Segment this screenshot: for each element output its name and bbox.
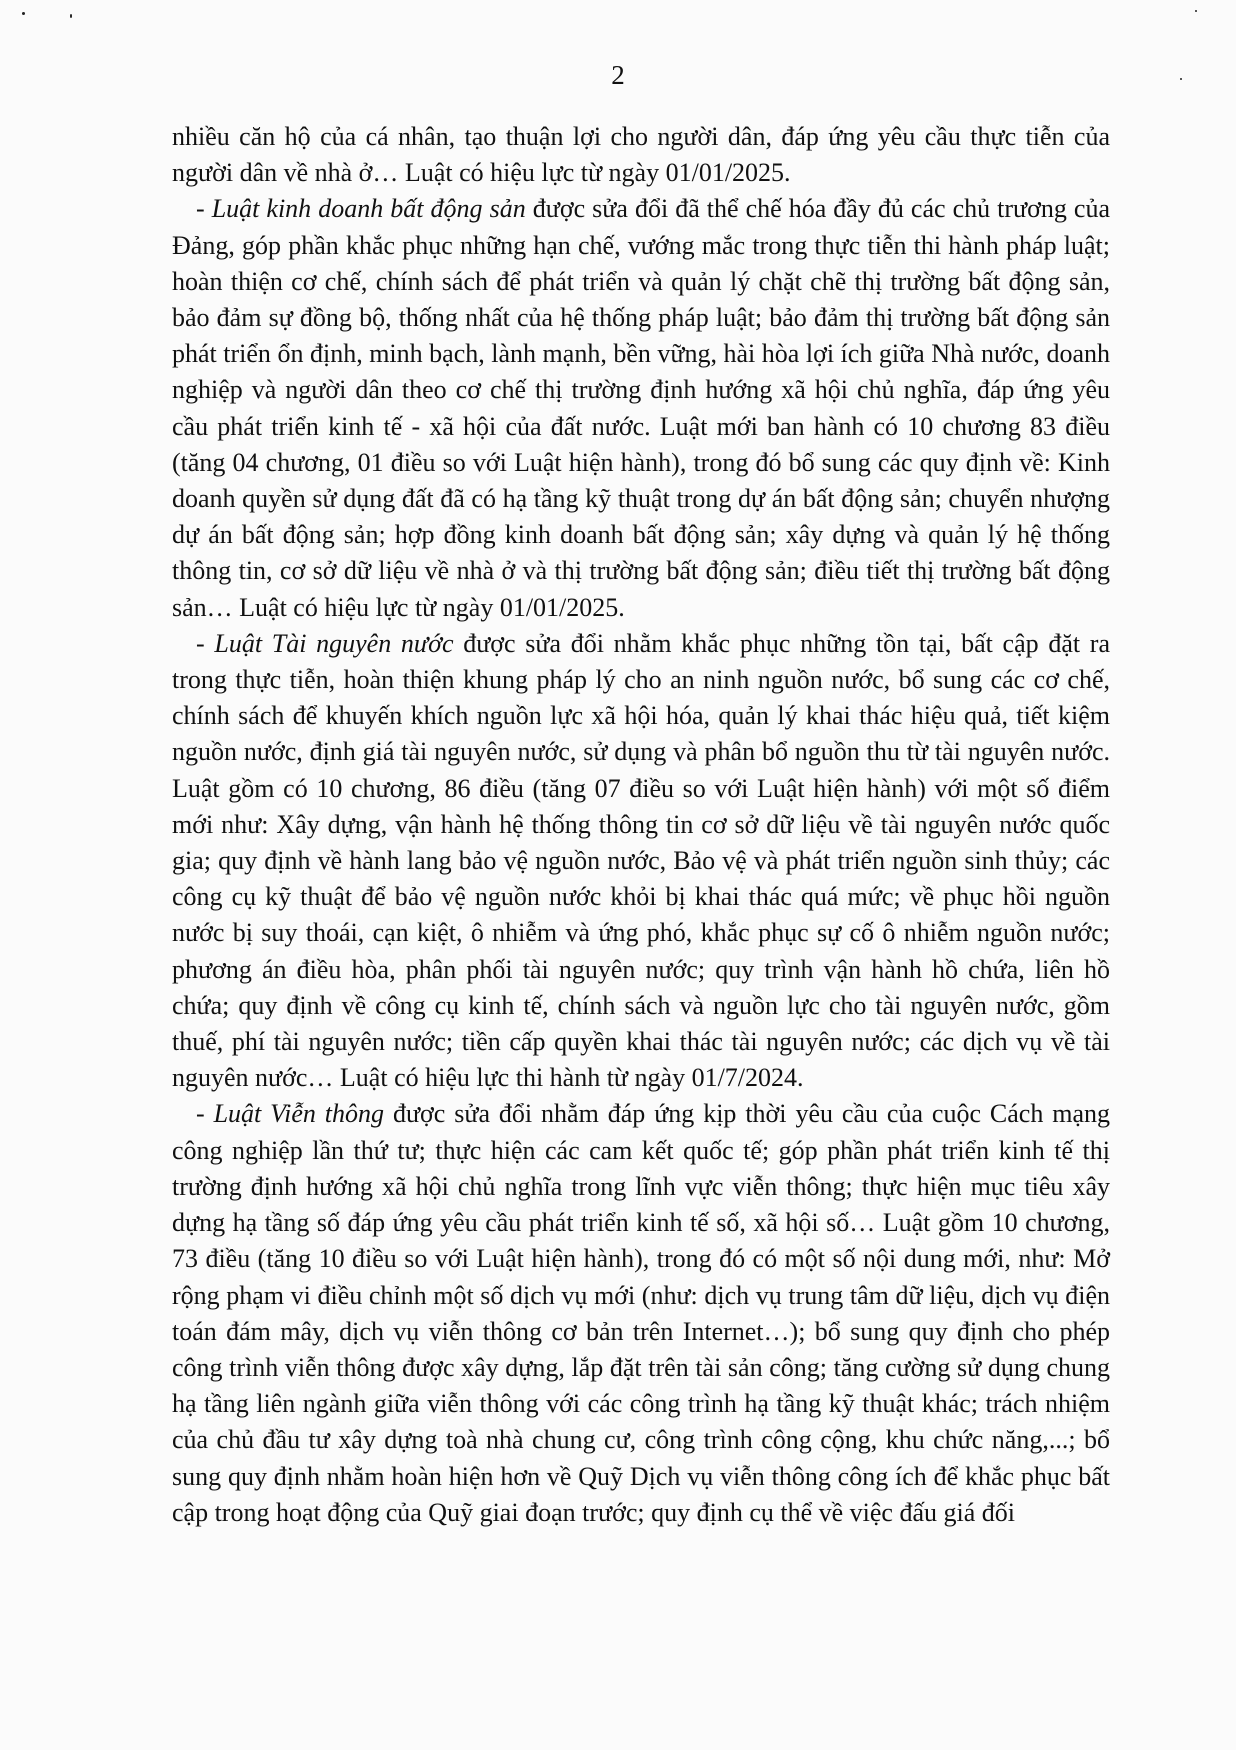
paragraph-text: được sửa đổi nhằm đáp ứng kịp thời yêu cầu của cuộc Cách mạng công nghiệp lần thứ tư; thực hiện các cam kết quốc tế; góp phần phát triển kinh tế thị trường định hướng xã hội chủ nghĩa trong lĩnh vực viễn thông; thực hiện mục tiêu xây dựng hạ tầng số đáp ứng yêu cầu phát triển kinh tế số, xã hội số… Luật gồm 10 chương, 73 điều (tăng 10 điều so với Luật hiện hành), trong đó có một số nội dung mới, như: Mở rộng phạm vi điều chỉnh một số dịch vụ mới (như: dịch vụ trung tâm dữ liệu, dịch vụ điện toán đám mây, dịch vụ viễn thông cơ bản trên Internet…); bổ sung quy định cho phép công trình viễn thông được xây dựng, lắp đặt trên tài sản công; tăng cường sử dụng chung hạ tầng liên ngành giữa viễn thông với các công trình hạ tầng kỹ thuật khác; trách nhiệm của chủ đầu tư xây dựng toà nhà chung cư, công trình công cộng, khu chức năng,...; bổ sung quy định nhằm hoàn hiện hơn về Quỹ Dịch vụ viễn thông công ích để khắc phục bất cập trong hoạt động của Quỹ giai đoạn trước; quy định cụ thể về việc đấu giá đối bbox=[172, 1099, 1110, 1527]
paragraph-telecom-law bbox=[172, 1096, 1110, 1530]
scan-speck bbox=[22, 12, 25, 15]
scan-speck bbox=[1195, 10, 1197, 12]
law-title: - Luật Viễn thông bbox=[196, 1099, 385, 1129]
document-body bbox=[172, 119, 1110, 1531]
paragraph-continuation bbox=[172, 119, 1110, 191]
scan-speck bbox=[70, 14, 72, 18]
paragraph-water-resources-law bbox=[172, 626, 1110, 1097]
paragraph-text: được sửa đổi đã thể chế hóa đầy đủ các chủ trương của Đảng, góp phần khắc phục những hạn chế, vướng mắc trong thực tiễn thi hành pháp luật; hoàn thiện cơ chế, chính sách để phát triển và quản lý chặt chẽ thị trường bất động sản, bảo đảm sự đồng bộ, thống nhất của hệ thống pháp luật; bảo đảm thị trường bất động sản phát triển ổn định, minh bạch, lành mạnh, bền vững, hài hòa lợi ích giữa Nhà nước, doanh nghiệp và người dân theo cơ chế thị trường định hướng xã hội chủ nghĩa, đáp ứng yêu cầu phát triển kinh tế - xã hội của đất nước. Luật mới ban hành có 10 chương 83 điều (tăng 04 chương, 01 điều so với Luật hiện hành), trong đó bổ sung các quy định về: Kinh doanh quyền sử dụng đất đã có hạ tầng kỹ thuật trong dự án bất động sản; chuyển nhượng dự án bất động sản; hợp đồng kinh doanh bất động sản; xây dựng và quản lý hệ thống thông tin, cơ sở dữ liệu về nhà ở và thị trường bất động sản; điều tiết thị trường bất động sản… Luật có hiệu lực từ ngày 01/01/2025. bbox=[172, 194, 1111, 622]
law-title: - Luật Tài nguyên nước bbox=[196, 628, 454, 658]
paragraph-text: được sửa đổi nhằm khắc phục những tồn tại, bất cập đặt ra trong thực tiễn, hoàn thiện khung pháp lý cho an ninh nguồn nước, bổ sung các cơ chế, chính sách để khuyến khích nguồn lực xã hội hóa, quản lý khai thác hiệu quả, tiết kiệm nguồn nước, định giá tài nguyên nước, sử dụng và phân bổ nguồn thu từ tài nguyên nước. Luật gồm có 10 chương, 86 điều (tăng 07 điều so với Luật hiện hành) với một số điểm mới như: Xây dựng, vận hành hệ thống thông tin cơ sở dữ liệu về tài nguyên nước quốc gia; quy định về hành lang bảo vệ nguồn nước, Bảo vệ và phát triển nguồn sinh thủy; các công cụ kỹ thuật để bảo vệ nguồn nước khỏi bị khai thác quá mức; về phục hồi nguồn nước bị suy thoái, cạn kiệt, ô nhiễm và ứng phó, khắc phục sự cố ô nhiễm nguồn nước; phương án điều hòa, phân phối tài nguyên nước; quy trình vận hành hồ chứa, liên hồ chứa; quy định về công cụ kinh tế, chính sách và nguồn lực cho tài nguyên nước, gồm thuế, phí tài nguyên nước; tiền cấp quyền khai thác tài nguyên nước; các dịch vụ về tài nguyên nước… Luật có hiệu lực thi hành từ ngày 01/7/2024. bbox=[172, 628, 1110, 1093]
page-number: 2 bbox=[611, 60, 625, 90]
law-title: - Luật kinh doanh bất động sản bbox=[196, 194, 526, 224]
paragraph-text: nhiều căn hộ của cá nhân, tạo thuận lợi cho người dân, đáp ứng yêu cầu thực tiễn của người dân về nhà ở… Luật có hiệu lực từ ngày 01/01/2025. bbox=[172, 122, 1110, 188]
paragraph-real-estate-law bbox=[172, 191, 1110, 625]
